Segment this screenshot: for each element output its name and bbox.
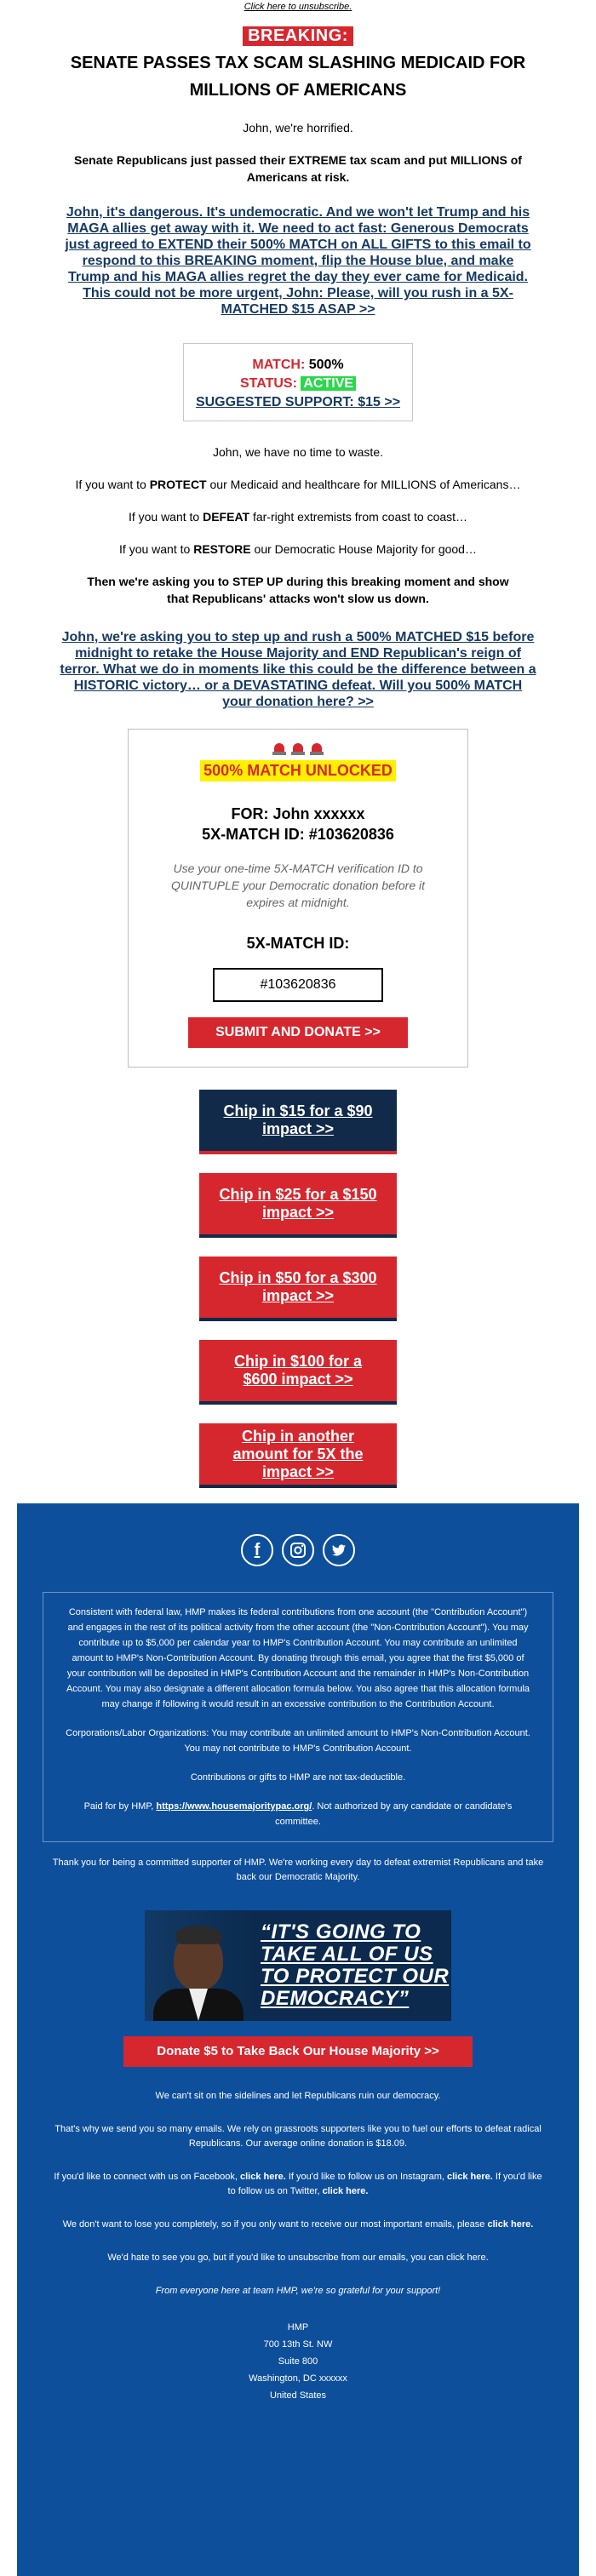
footer bbox=[17, 1503, 579, 2576]
chip-other-button[interactable]: Chip in another amount for 5X the impact >> bbox=[199, 1423, 397, 1485]
address-line: Washington, DC xxxxxx bbox=[249, 2373, 347, 2384]
headline: SENATE PASSES TAX SCAM SLASHING MEDICAID FOR MILLIONS OF AMERICANS bbox=[70, 54, 526, 100]
social-links bbox=[17, 1534, 579, 1568]
instagram-icon[interactable] bbox=[282, 1534, 314, 1566]
match-value: 500% bbox=[308, 358, 344, 372]
intro-text: Senate Republicans just passed their EXTREME tax scam and put MILLIONS of Americans at risk. bbox=[74, 153, 522, 184]
unsubscribe-text[interactable]: We'd hate to see you go, but if you'd like to unsubscribe from our emails, you can click here. bbox=[107, 2253, 489, 2263]
donate-link-1[interactable]: John, it's dangerous. It's undemocratic. And we won't let Trump and his MAGA allies get away with it. We need to act fast: Generous Democrats just agreed to EXTEND their 500% MATCH on ALL GIFTS to this email to respond to this BREAKING moment, flip the House blue, and make Trump and his MAGA allies regret the day they ever came for Medicaid. This could not be more urgent, John: Please, will you rush in a 5X-MATCHED $15 ASAP >> bbox=[65, 205, 531, 317]
siren-icon bbox=[272, 741, 286, 755]
defeat-text: If you want to DEFEAT far-right extremists from coast to coast… bbox=[128, 510, 468, 524]
grateful-text: From everyone here at team HMP, we're so grateful for your support! bbox=[155, 2286, 441, 2296]
siren-icon bbox=[310, 741, 324, 755]
address-line: 700 13th St. NW bbox=[263, 2339, 333, 2350]
siren-icon bbox=[291, 741, 305, 755]
banner-quote: “IT'S GOING TO TAKE ALL OF US TO PROTECT OUR DEMOCRACY” bbox=[261, 1921, 450, 2010]
address-line: Suite 800 bbox=[278, 2356, 318, 2367]
suggested-support-link[interactable]: SUGGESTED SUPPORT: $15 >> bbox=[195, 395, 401, 409]
submit-donate-button[interactable]: SUBMIT AND DONATE >> bbox=[188, 1017, 408, 1048]
important-emails-text: We don't want to lose you completely, so if you only want to receive our most important emails, please click here. bbox=[62, 2219, 534, 2230]
match-id-line: 5X-MATCH ID: #103620836 bbox=[202, 826, 394, 843]
thank-you-text: Thank you for being a committed supporter of HMP. We're working every day to defeat extremist Republicans and take back our Democratic Majority. bbox=[52, 1858, 544, 1882]
legal-disclaimer-box bbox=[43, 1592, 553, 1842]
hmp-website-link[interactable]: https://www.housemajoritypac.org/ bbox=[156, 1801, 312, 1812]
legal-text-3: Contributions or gifts to HMP are not tax-deductible. bbox=[190, 1772, 406, 1783]
unsubscribe-link[interactable]: Click here to unsubscribe. bbox=[244, 2, 352, 12]
twitter-icon[interactable] bbox=[323, 1534, 355, 1566]
restore-text: If you want to RESTORE our Democratic House Majority for good… bbox=[119, 542, 477, 556]
speaker-portrait bbox=[145, 1910, 255, 2021]
legal-text-2: Corporations/Labor Organizations: You may contribute an unlimited amount to HMP's Non-Contribution Account. You may not contribute to HMP's Contribution Account. bbox=[66, 1728, 530, 1754]
twitter-click-link[interactable]: click here. bbox=[322, 2186, 369, 2196]
match-id-form bbox=[128, 729, 468, 1068]
match-status-box bbox=[183, 343, 413, 421]
no-time-text: John, we have no time to waste. bbox=[213, 445, 383, 459]
protect-text: If you want to PROTECT our Medicaid and healthcare for MILLIONS of Americans… bbox=[75, 478, 521, 491]
democracy-banner[interactable] bbox=[145, 1910, 451, 2021]
status-badge: ACTIVE bbox=[301, 376, 356, 391]
email-content bbox=[43, 0, 553, 1531]
greeting: John, we're horrified. bbox=[243, 121, 353, 135]
chip-100-button[interactable]: Chip in $100 for a $600 impact >> bbox=[199, 1340, 397, 1401]
match-id-label: 5X-MATCH ID: bbox=[246, 935, 350, 952]
match-label: MATCH: bbox=[252, 358, 306, 372]
match-unlocked-badge: 500% MATCH UNLOCKED bbox=[200, 760, 396, 781]
step-up-text: Then we're asking you to STEP UP during this breaking moment and show that Republicans' attacks won't slow us down. bbox=[87, 575, 509, 605]
match-id-input[interactable] bbox=[213, 968, 383, 1002]
breaking-badge: BREAKING: bbox=[243, 26, 353, 46]
instagram-click-link[interactable]: click here. bbox=[447, 2172, 493, 2182]
status-label: STATUS: bbox=[239, 376, 297, 391]
facebook-click-link[interactable]: click here. bbox=[239, 2172, 286, 2182]
legal-text-1: Consistent with federal law, HMP makes its federal contributions from one account (the "Contribution Account") and engages in the rest of its political activity from the other account (the "Non-Contribution Account"). You may contribute up to $5,000 per calendar year to HMP's Contribution Account. You may contribute an unlimited amount to HMP's Non-Contribution Account. By donating through this email, you agree that the first $5,000 of your contribution will be deposited in HMP's Contribution Account and the remainder in HMP's Non-Contribution Account. You may also designate a different allocation formula below. You also agree that this allocation formula may change if following it would result in an excessive contribution to the Contribution Account. bbox=[66, 1607, 530, 1709]
chip-25-button[interactable]: Chip in $25 for a $150 impact >> bbox=[199, 1173, 397, 1234]
address-line: HMP bbox=[287, 2322, 309, 2333]
siren-icons bbox=[146, 741, 450, 757]
donate-5-button[interactable]: Donate $5 to Take Back Our House Majority >> bbox=[123, 2036, 473, 2067]
donate-link-2[interactable]: John, we're asking you to step up and rush a 500% MATCHED $15 before midnight to retake the House Majority and END Republican's reign of terror. What we do in moments like this could be the difference between a HISTORIC victory… or a DEVASTATING defeat. Will you 500% MATCH your donation here? >> bbox=[60, 630, 536, 709]
chip-15-button[interactable]: Chip in $15 for a $90 impact >> bbox=[199, 1090, 397, 1151]
paid-for-text: Paid for by HMP, https://www.housemajoritypac.org/. Not authorized by any candidate or candidate's committee. bbox=[83, 1801, 513, 1827]
for-line: FOR: John xxxxxx bbox=[231, 805, 365, 822]
verification-note: Use your one-time 5X-MATCH verification ID to QUINTUPLE your Democratic donation before it expires at midnight. bbox=[170, 862, 425, 909]
why-emails-text: That's why we send you so many emails. We rely on grassroots supporters like you to fuel our efforts to defeat radical Republicans. Our average online donation is $18.09. bbox=[54, 2124, 542, 2149]
mailing-address bbox=[17, 2319, 579, 2404]
sidelines-text: We can't sit on the sidelines and let Republicans ruin our democracy. bbox=[155, 2091, 441, 2101]
facebook-icon[interactable]: f bbox=[241, 1534, 273, 1566]
address-line: United States bbox=[269, 2390, 327, 2401]
important-emails-link[interactable]: click here. bbox=[487, 2219, 534, 2230]
chip-50-button[interactable]: Chip in $50 for a $300 impact >> bbox=[199, 1257, 397, 1318]
connect-text: If you'd like to connect with us on Facebook, click here. If you'd like to follow us on Instagram, click here. If you'd like to follow us on Twitter, click here. bbox=[54, 2172, 542, 2196]
